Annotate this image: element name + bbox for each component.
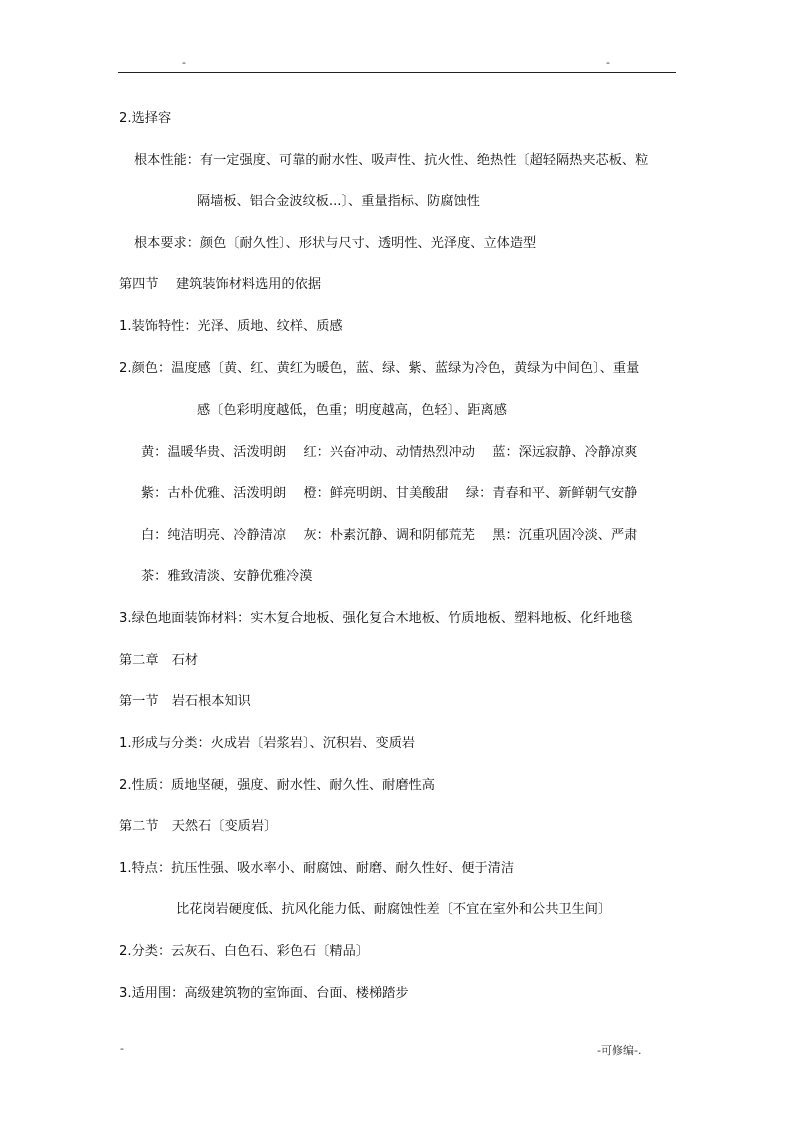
footer-right-text: -可修编-. [597, 1044, 642, 1057]
text-line: 3.适用围：高级建筑物的室饰面、台面、楼梯踏步 [119, 986, 409, 1001]
text-line: 感〔色彩明度越低，色重；明度越高，色轻〕、距离感 [197, 403, 507, 418]
text-line: 茶：雅致清淡、安静优雅冷漠 [141, 569, 313, 584]
text-line: 3.绿色地面装饰材料：实木复合地板、强化复合木地板、竹质地板、塑料地板、化纤地毯 [119, 611, 633, 626]
text-line: 比花岗岩硬度低、抗风化能力低、耐腐蚀性差〔不宜在室外和公共卫生间〕 [176, 902, 612, 917]
text-line: 1.特点：抗压性强、吸水率小、耐腐蚀、耐磨、耐久性好、便于清洁 [119, 861, 515, 876]
chapter-heading: 第二章 石材 [119, 653, 199, 668]
text-line: 1.装饰特性：光泽、质地、纹样、质感 [119, 319, 343, 334]
text-line: 白：纯洁明亮、冷静清凉 灰：朴素沉静、调和阴郁荒芜 黑：沉重巩固冷淡、严肃 [141, 528, 638, 543]
section-heading: 第二节 天然石〔变质岩〕 [119, 819, 278, 834]
text-line: 根本性能：有一定强度、可靠的耐水性、吸声性、抗火性、绝热性〔超轻隔热夹芯板、粒 [134, 153, 649, 168]
section-heading: 第一节 岩石根本知识 [119, 694, 251, 709]
text-line: 2.选择容 [119, 111, 172, 126]
section-heading: 第四节 建筑装饰材料选用的依据 [119, 277, 322, 292]
text-line: 2.分类：云灰石、白色石、彩色石〔精品〕 [119, 944, 369, 959]
text-line: 根本要求：颜色〔耐久性〕、形状与尺寸、透明性、光泽度、立体造型 [134, 236, 537, 251]
text-line: 隔墙板、铝合金波纹板...〕、重量指标、防腐蚀性 [197, 194, 480, 209]
text-line: 2.颜色：温度感〔黄、红、黄红为暖色，蓝、绿、紫、蓝绿为冷色，黄绿为中间色〕、重量 [119, 361, 640, 376]
footer-left-mark: - [120, 1042, 124, 1055]
text-line: 1.形成与分类：火成岩〔岩浆岩〕、沉积岩、变质岩 [119, 736, 416, 751]
header-rule [118, 72, 676, 73]
text-line: 2.性质：质地坚硬，强度、耐水性、耐久性、耐磨性高 [119, 778, 435, 793]
text-line: 黄：温暖华贵、活泼明朗 红：兴奋冲动、动情热烈冲动 蓝：深远寂静、冷静凉爽 [141, 445, 638, 460]
header-right-mark: - [606, 56, 610, 69]
header-left-mark: - [182, 56, 186, 69]
text-line: 紫：古朴优雅、活泼明朗 橙：鲜亮明朗、甘美酸甜 绿：青春和平、新鲜朝气安静 [141, 486, 638, 501]
